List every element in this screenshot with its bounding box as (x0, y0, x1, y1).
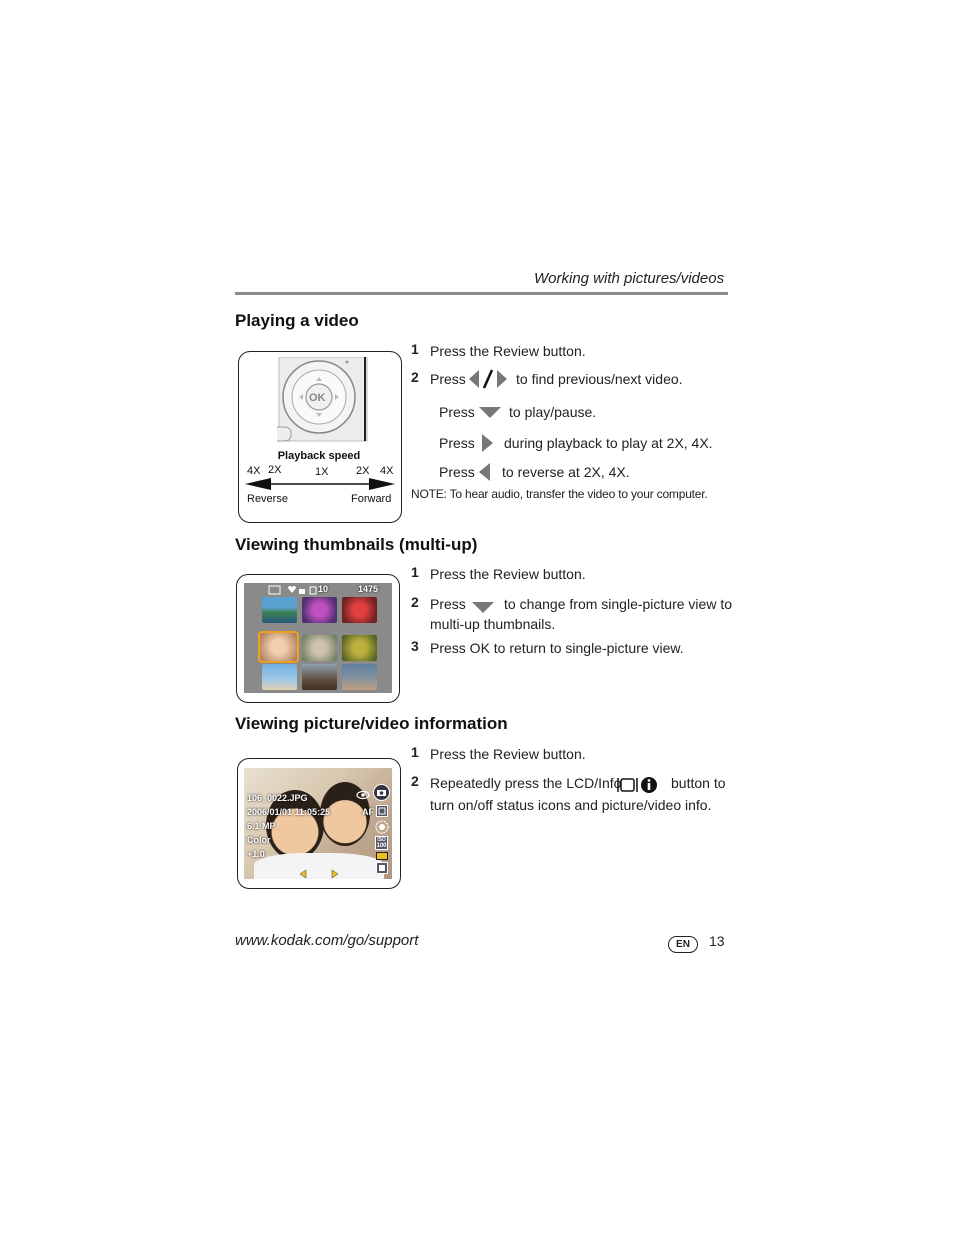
step-text: to change from single-picture view to (504, 596, 732, 612)
forward-label: Forward (351, 493, 392, 505)
thumbnail[interactable] (302, 635, 337, 661)
ok-text: OK (309, 392, 326, 404)
thumbnails-figure (236, 574, 400, 703)
right-arrow-icon (480, 433, 494, 453)
running-header: Working with pictures/videos (534, 270, 725, 287)
page-number: 13 (709, 933, 725, 949)
iso-label: ISO (377, 837, 386, 843)
thumbnail[interactable] (302, 664, 337, 690)
navigation-arrows-icon (299, 869, 339, 879)
step-number: 2 (411, 369, 419, 385)
storage-icon (376, 862, 388, 874)
step-text: to find previous/next video. (516, 371, 683, 387)
section-title-thumbnails: Viewing thumbnails (multi-up) (235, 535, 478, 554)
left-arrow-icon (478, 462, 492, 482)
section-title-playing-video: Playing a video (235, 311, 359, 330)
sub-step-text: to reverse at 2X, 4X. (502, 464, 630, 480)
thumbnail[interactable] (262, 597, 297, 623)
battery-icon (376, 852, 388, 860)
down-arrow-icon (478, 405, 502, 419)
step-text: Press the Review button. (430, 746, 586, 762)
step-text: Repeatedly press the LCD/Info (430, 775, 622, 791)
white-balance-icon (375, 820, 389, 834)
speed-arrow (245, 478, 395, 490)
image-count-right: 1475 (358, 584, 379, 594)
speed-label: 4X (247, 465, 261, 477)
info-datetime: 2006/01/01 11:05:25 (247, 807, 331, 817)
step-text: Press OK to return to single-picture view. (430, 640, 684, 656)
step-number: 1 (411, 564, 419, 580)
eye-icon (356, 790, 370, 800)
step-text-continued: multi-up thumbnails. (430, 616, 556, 632)
reverse-label: Reverse (247, 493, 288, 505)
thumbnail[interactable] (262, 664, 297, 690)
footer-url[interactable]: www.kodak.com/go/support (235, 932, 419, 949)
thumbnail[interactable] (342, 635, 377, 661)
down-arrow-icon (471, 600, 495, 614)
sub-step-text: Press (439, 435, 475, 451)
left-right-arrows-icon (467, 369, 509, 389)
speed-label: 4X (380, 465, 394, 477)
header-rule (235, 292, 728, 295)
language-badge: EN (668, 936, 698, 953)
sub-step-text: Press (439, 464, 475, 480)
note-text: NOTE: To hear audio, transfer the video to your computer. (411, 487, 708, 501)
thumbnail[interactable] (342, 664, 377, 690)
section-title-info: Viewing picture/video information (235, 714, 508, 733)
step-text: Press (430, 596, 466, 612)
step-text: Press (430, 371, 466, 387)
speed-label: 2X (356, 465, 370, 477)
sub-step-text: Press (439, 404, 475, 420)
image-count-left: 10 (318, 584, 329, 594)
iso-value: 100 (376, 843, 387, 849)
sub-step-text: during playback to play at 2X, 4X. (504, 435, 713, 451)
lcd-info-button-icon (616, 775, 660, 795)
info-exposure: +1.0 (247, 849, 265, 859)
info-filename: 106_0022.JPG (247, 793, 308, 803)
metering-icon (376, 805, 388, 817)
step-number: 3 (411, 638, 419, 654)
thumbnail[interactable] (342, 597, 377, 623)
step-number: 2 (411, 594, 419, 610)
info-af: AF (362, 807, 374, 817)
lcd-photo (244, 768, 392, 879)
step-text: button to (671, 775, 726, 791)
step-text: Press the Review button. (430, 343, 586, 359)
step-text-continued: turn on/off status icons and picture/video info. (430, 797, 712, 813)
playback-figure (238, 351, 402, 523)
playback-speed-label: Playback speed (277, 450, 361, 462)
iso-icon (375, 836, 388, 850)
info-color: Color (247, 835, 271, 845)
thumbnail[interactable] (302, 597, 337, 623)
ok-button-icon (307, 389, 333, 405)
thumbnail-selected[interactable] (260, 633, 297, 661)
step-number: 1 (411, 744, 419, 760)
sub-step-text: to play/pause. (509, 404, 597, 420)
info-resolution: 6.1 MP (247, 821, 276, 831)
step-number: 2 (411, 773, 419, 789)
step-text: Press the Review button. (430, 566, 586, 582)
speed-label: 1X (315, 466, 329, 478)
step-number: 1 (411, 341, 419, 357)
speed-label: 2X (268, 464, 282, 476)
info-figure (237, 758, 401, 889)
camera-mode-icon (373, 784, 390, 801)
lcd-screen (244, 583, 392, 693)
